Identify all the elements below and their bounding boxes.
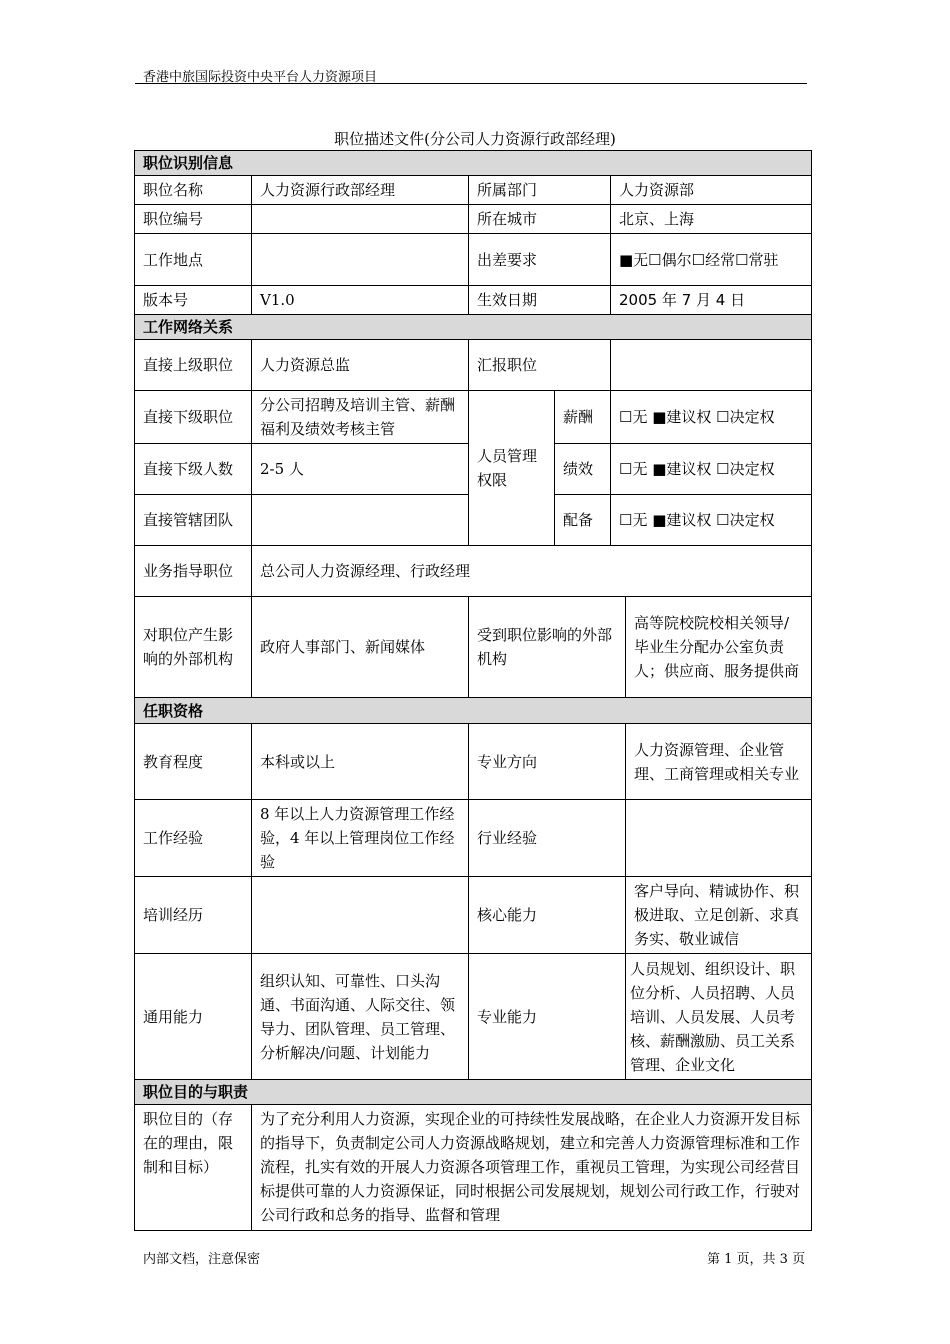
subordinate-value: 分公司招聘及培训主管、薪酬福利及绩效考核主管 bbox=[252, 391, 469, 444]
training-value bbox=[252, 877, 469, 954]
job-description-table bbox=[134, 150, 812, 1231]
label-performance: 绩效 bbox=[555, 444, 611, 495]
label-superior: 直接上级职位 bbox=[135, 340, 252, 391]
team-value bbox=[252, 495, 469, 546]
superior-value: 人力资源总监 bbox=[252, 340, 469, 391]
staffing-authority: ☐无 ■建议权 ☐决定权 bbox=[611, 495, 812, 546]
location-value bbox=[252, 234, 469, 286]
effective-value: 2005 年 7 月 4 日 bbox=[611, 286, 812, 315]
core-value: 客户导向、精诚协作、积极进取、立足创新、求真务实、敬业诚信 bbox=[626, 877, 812, 954]
version-value: V1.0 bbox=[252, 286, 469, 315]
header-divider bbox=[135, 83, 807, 84]
label-authority: 人员管理权限 bbox=[469, 391, 555, 546]
label-team: 直接管辖团队 bbox=[135, 495, 252, 546]
label-city: 所在城市 bbox=[469, 205, 611, 234]
city-value: 北京、上海 bbox=[611, 205, 812, 234]
influencer-value: 政府人事部门、新闻媒体 bbox=[252, 597, 469, 698]
purpose-text: 为了充分利用人力资源，实现企业的可持续性发展战略，在企业人力资源开发目标的指导下，负责制定公司人力资源战略规划，建立和完善人力资源管理标准和工作流程，扎实有效的开展人力资源各项管理工作，重视员工管理，为实现公司经营目标提供可靠的人力资源保证，同时根据公司发展规划，规划公司行政工作，行驶对公司行政和总务的指导、监督和管理 bbox=[252, 1105, 812, 1231]
label-dept: 所属部门 bbox=[469, 176, 611, 205]
document-title: 职位描述文件(分公司人力资源行政部经理) bbox=[334, 130, 616, 148]
section-qualification: 任职资格 bbox=[135, 698, 812, 724]
label-job-title: 职位名称 bbox=[135, 176, 252, 205]
footer-confidential: 内部文档，注意保密 bbox=[143, 1252, 261, 1267]
code-value bbox=[252, 205, 469, 234]
professional-value: 人员规划、组织设计、职位分析、人员招聘、人员培训、人员发展、人员考核、薪酬激励、员工关系管理、企业文化 bbox=[626, 954, 812, 1080]
salary-authority: ☐无 ■建议权 ☐决定权 bbox=[611, 391, 812, 444]
label-code: 职位编号 bbox=[135, 205, 252, 234]
industry-value bbox=[626, 800, 812, 877]
influenced-value: 高等院校院校相关领导/毕业生分配办公室负责人；供应商、服务提供商 bbox=[626, 597, 812, 698]
guidance-value: 总公司人力资源经理、行政经理 bbox=[252, 546, 812, 597]
label-effective: 生效日期 bbox=[469, 286, 611, 315]
label-staffing: 配备 bbox=[555, 495, 611, 546]
label-influenced: 受到职位影响的外部机构 bbox=[469, 597, 626, 698]
label-travel: 出差要求 bbox=[469, 234, 611, 286]
label-core: 核心能力 bbox=[469, 877, 626, 954]
label-training: 培训经历 bbox=[135, 877, 252, 954]
major-value: 人力资源管理、企业管理、工商管理或相关专业 bbox=[626, 724, 812, 800]
label-general: 通用能力 bbox=[135, 954, 252, 1080]
label-industry: 行业经验 bbox=[469, 800, 626, 877]
travel-value: ■无☐偶尔☐经常☐常驻 bbox=[611, 234, 812, 286]
label-report: 汇报职位 bbox=[469, 340, 611, 391]
performance-authority: ☐无 ■建议权 ☐决定权 bbox=[611, 444, 812, 495]
label-subordinate: 直接下级职位 bbox=[135, 391, 252, 444]
education-value: 本科或以上 bbox=[252, 724, 469, 800]
experience-value: 8 年以上人力资源管理工作经验，4 年以上管理岗位工作经验 bbox=[252, 800, 469, 877]
section-purpose: 职位目的与职责 bbox=[135, 1080, 812, 1105]
label-location: 工作地点 bbox=[135, 234, 252, 286]
label-version: 版本号 bbox=[135, 286, 252, 315]
label-purpose: 职位目的（存在的理由，限制和目标） bbox=[135, 1105, 252, 1231]
subordinate-count-value: 2-5 人 bbox=[252, 444, 469, 495]
page-header: 香港中旅国际投资中央平台人力资源项目 bbox=[143, 70, 378, 85]
general-value: 组织认知、可靠性、口头沟通、书面沟通、人际交往、领导力、团队管理、员工管理、分析解决/问题、计划能力 bbox=[252, 954, 469, 1080]
label-education: 教育程度 bbox=[135, 724, 252, 800]
dept-value: 人力资源部 bbox=[611, 176, 812, 205]
label-professional: 专业能力 bbox=[469, 954, 626, 1080]
section-network: 工作网络关系 bbox=[135, 315, 812, 340]
label-influencer: 对职位产生影响的外部机构 bbox=[135, 597, 252, 698]
section-identity: 职位识别信息 bbox=[135, 151, 812, 176]
label-experience: 工作经验 bbox=[135, 800, 252, 877]
footer-page-number: 第 1 页，共 3 页 bbox=[707, 1252, 806, 1267]
report-value bbox=[611, 340, 812, 391]
label-guidance: 业务指导职位 bbox=[135, 546, 252, 597]
label-subordinate-count: 直接下级人数 bbox=[135, 444, 252, 495]
label-major: 专业方向 bbox=[469, 724, 626, 800]
job-title-value: 人力资源行政部经理 bbox=[252, 176, 469, 205]
label-salary: 薪酬 bbox=[555, 391, 611, 444]
